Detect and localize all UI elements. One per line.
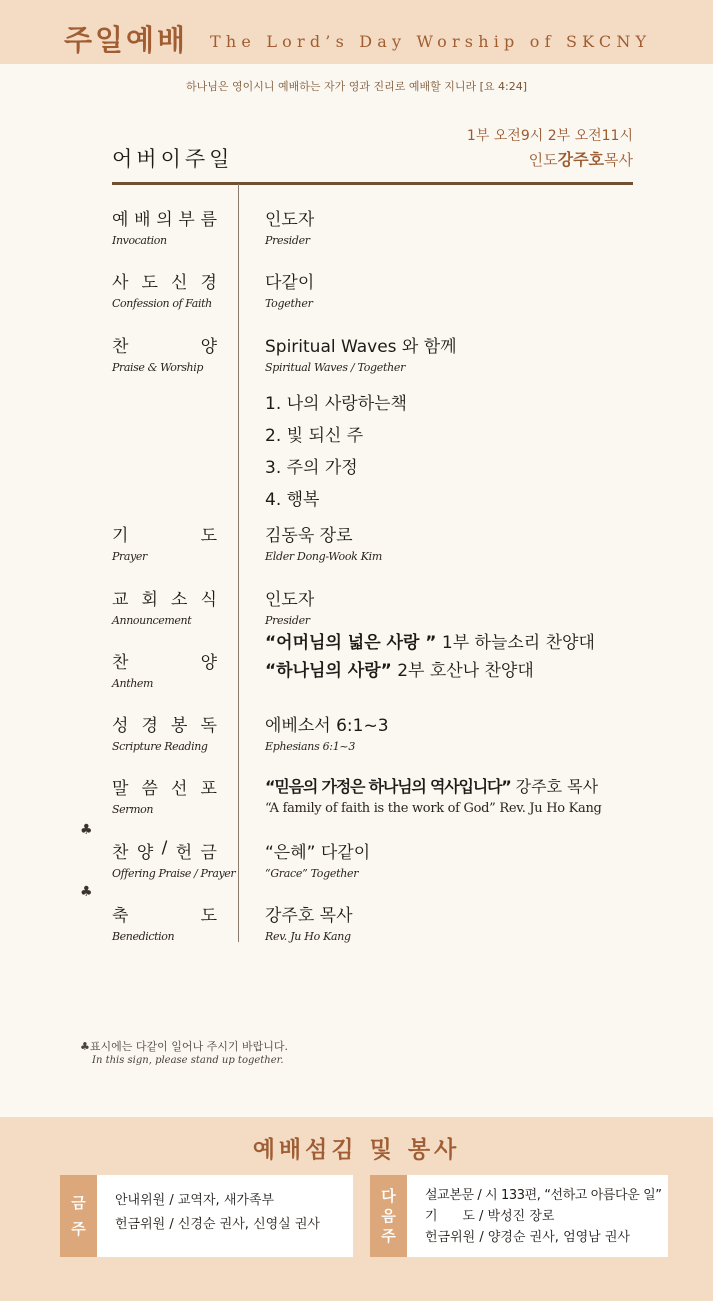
- order-item-creed: [112, 268, 217, 310]
- order-sub: Together: [265, 297, 313, 310]
- order-eng: Scripture Reading: [112, 740, 208, 753]
- footer-title: 예배섬김 및 봉사: [252, 1137, 461, 1163]
- order-item-offering: [112, 838, 236, 880]
- service-leader: 인도강주호목사: [528, 150, 633, 169]
- song-item: 4. 행복: [265, 490, 320, 510]
- stand-note: ♣표시에는 다같이 일어나 주시기 바랍니다.: [80, 1040, 288, 1053]
- order-item-prayer: [112, 521, 217, 563]
- stand-note-en: In this sign, please stand up together.: [92, 1055, 284, 1066]
- order-sub: “A family of faith is the work of God” Rev. Ju Ho Kang: [265, 801, 602, 816]
- order-kor: 축 도: [112, 906, 217, 926]
- order-item-sermon: [112, 774, 217, 816]
- stand-marker-icon: ♣: [80, 822, 93, 838]
- service-times: 1부 오전9시 2부 오전11시: [466, 128, 633, 144]
- order-sub: Presider: [265, 234, 310, 247]
- next-week-lines: [425, 1185, 662, 1248]
- order-detail-prayer: [265, 521, 695, 563]
- order-eng: Praise & Worship: [112, 361, 204, 374]
- order-sub: Rev. Ju Ho Kang: [265, 930, 351, 943]
- anthem-detail: [265, 628, 695, 681]
- list-item: 헌금위원 / 양경순 권사, 엄영남 권사: [425, 1230, 630, 1245]
- order-kor: 찬 양: [112, 653, 217, 673]
- order-kor: 찬 양 / 헌 금: [112, 838, 217, 863]
- this-week-lines: [115, 1189, 320, 1237]
- order-eng: Announcement: [112, 614, 192, 627]
- order-kor: 기 도: [112, 526, 217, 546]
- order-main: 다같이: [265, 273, 315, 293]
- next-week-box: [370, 1175, 668, 1257]
- order-item-anthem: [112, 648, 217, 690]
- order-eng: Confession of Faith: [112, 297, 212, 310]
- list-item: 기 도 / 박성진 장로: [425, 1209, 555, 1224]
- order-main: 에베소서 6:1~3: [265, 716, 389, 736]
- order-eng: Sermon: [112, 803, 154, 816]
- page-title: 주일예배: [64, 23, 189, 57]
- song-item: 1. 나의 사랑하는책: [265, 394, 407, 414]
- next-week-tab: 다 음 주: [370, 1175, 407, 1257]
- order-kor: 예 배 의 부 름: [112, 210, 217, 230]
- order-eng: Benediction: [112, 930, 175, 943]
- order-sub: Spiritual Waves / Together: [265, 361, 406, 374]
- order-detail-sermon: [265, 774, 695, 816]
- anthem-line-2: “하나님의 사랑” 2부 호산나 찬양대: [265, 661, 534, 681]
- service-schedule: [467, 124, 633, 172]
- order-item-invocation: [112, 205, 217, 247]
- order-kor: 성 경 봉 독: [112, 716, 217, 736]
- order-main: 인도자: [265, 210, 315, 230]
- order-detail-announcement: [265, 585, 695, 627]
- order-kor: 말 씀 선 포: [112, 779, 217, 799]
- order-sub: Presider: [265, 614, 310, 627]
- list-item: 안내위원 / 교역자, 새가족부: [115, 1193, 275, 1208]
- list-item: 설교본문 / 시 133편, “선하고 아름다운 일”: [425, 1188, 662, 1203]
- sunday-title: 어버이주일: [112, 147, 234, 171]
- order-detail-praise: [265, 332, 695, 374]
- header-band: [0, 0, 713, 64]
- order-eng: Invocation: [112, 234, 167, 247]
- order-kor: 사 도 신 경: [112, 273, 217, 293]
- page-subtitle: The Lord’s Day Worship of SKCNY: [210, 32, 652, 51]
- scripture-verse: 하나님은 영이시니 예배하는 자가 영과 진리로 예배할 지니라 [요 4:24]: [185, 80, 528, 93]
- this-week-box: [60, 1175, 353, 1257]
- divider-rule: [112, 182, 633, 185]
- song-item: 2. 빛 되신 주: [265, 426, 364, 446]
- list-item: 헌금위원 / 신경순 권사, 신영실 권사: [115, 1217, 320, 1232]
- service-footer: [0, 1117, 713, 1301]
- order-main: 인도자: [265, 590, 315, 610]
- order-item-benediction: [112, 901, 217, 943]
- order-kor: 찬 양: [112, 337, 217, 357]
- order-detail-invocation: [265, 205, 695, 247]
- order-main: Spiritual Waves 와 함께: [265, 337, 457, 357]
- order-detail-scripture: [265, 711, 695, 753]
- order-eng: Prayer: [112, 550, 147, 563]
- order-detail-benediction: [265, 901, 695, 943]
- anthem-line-1: “어머님의 넓은 사랑 ” 1부 하늘소리 찬양대: [265, 633, 595, 653]
- order-item-praise: [112, 332, 217, 374]
- song-item: 3. 주의 가정: [265, 458, 358, 478]
- order-sub: Ephesians 6:1~3: [265, 740, 356, 753]
- order-main: 김동욱 장로: [265, 526, 353, 546]
- order-sub: “Grace” Together: [265, 867, 359, 880]
- order-item-scripture: [112, 711, 217, 753]
- order-eng: Offering Praise / Prayer: [112, 867, 236, 880]
- order-main: 강주호 목사: [265, 906, 353, 926]
- sermon-title: “믿음의 가정은 하나님의 역사입니다” 강주호 목사: [265, 777, 599, 796]
- order-kor: 교 회 소 식: [112, 590, 217, 610]
- order-eng: Anthem: [112, 677, 154, 690]
- order-detail-creed: [265, 268, 695, 310]
- order-sub: Elder Dong-Wook Kim: [265, 550, 382, 563]
- column-divider: [238, 184, 239, 942]
- order-item-announcement: [112, 585, 217, 627]
- this-week-tab: 금 주: [60, 1175, 97, 1257]
- order-main: “은혜” 다같이: [265, 843, 371, 863]
- order-detail-offering: [265, 838, 695, 880]
- stand-marker-icon: ♣: [80, 884, 93, 900]
